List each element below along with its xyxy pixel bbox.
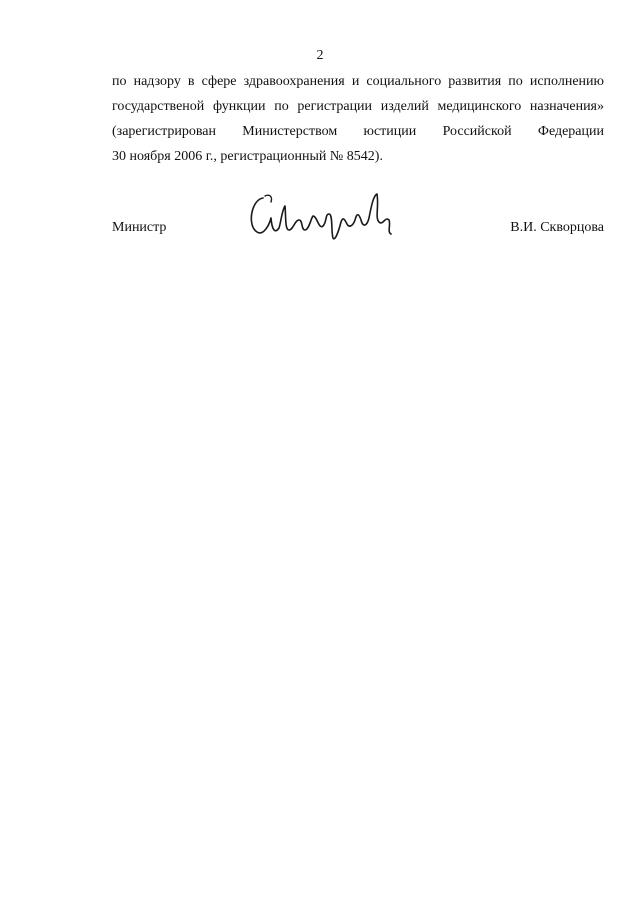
body-text-line: государственой функции по регистрации изделий медицинского назначения» xyxy=(112,99,604,114)
signature-block xyxy=(112,218,604,238)
body-text-line: по надзору в сфере здравоохранения и социального развития по исполнению xyxy=(112,74,604,89)
body-text-line: (зарегистрирован Министерством юстиции Российской Федерации xyxy=(112,124,604,139)
body-text-line: 30 ноября 2006 г., регистрационный № 8542). xyxy=(112,149,383,164)
position-title: Министр xyxy=(112,220,167,235)
signer-name: В.И. Скворцова xyxy=(510,220,604,235)
page-number: 2 xyxy=(316,48,324,63)
